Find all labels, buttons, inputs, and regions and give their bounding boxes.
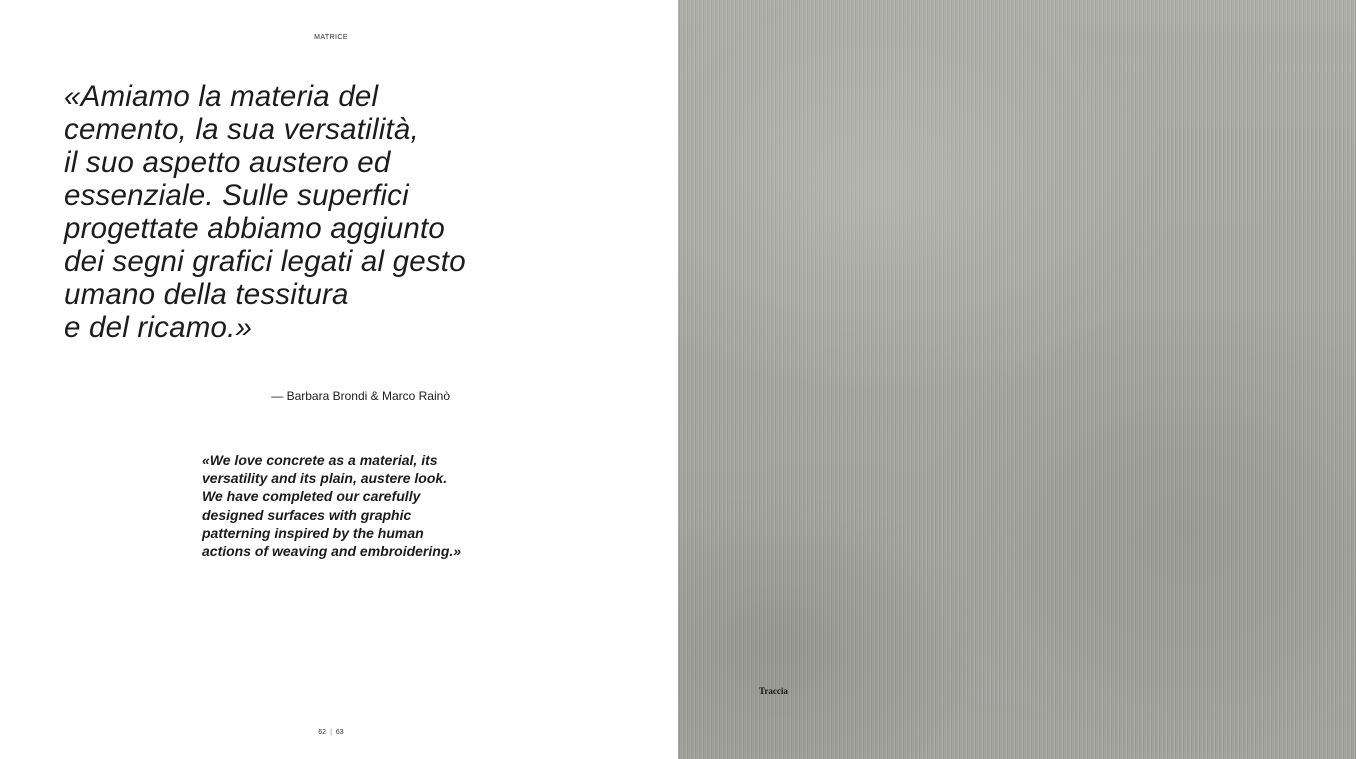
english-quote: «We love concrete as a material, its versatility and its plain, austere look. We have completed our carefully designed surfaces with graphic patterning inspired by the human actions of weaving and embroidering.» <box>202 452 462 560</box>
page-numbers <box>0 729 662 736</box>
concrete-texture-photo <box>678 0 1356 759</box>
running-head: MATRICE <box>314 34 348 41</box>
page-number-left: 62 <box>318 729 327 736</box>
page-number-right: 63 <box>335 729 344 736</box>
quote-attribution: — Barbara Brondi & Marco Rainò <box>271 389 450 403</box>
italian-quote: «Amiamo la materia del cemento, la sua versatilità, il suo aspetto austero ed essenziale. Sulle superfici progettate abbiamo aggiunto dei segni grafici legati al gesto umano della tessitura e del ricamo.» <box>64 80 466 344</box>
page-number-separator: | <box>330 729 332 736</box>
photo-caption: Traccia <box>759 686 788 696</box>
